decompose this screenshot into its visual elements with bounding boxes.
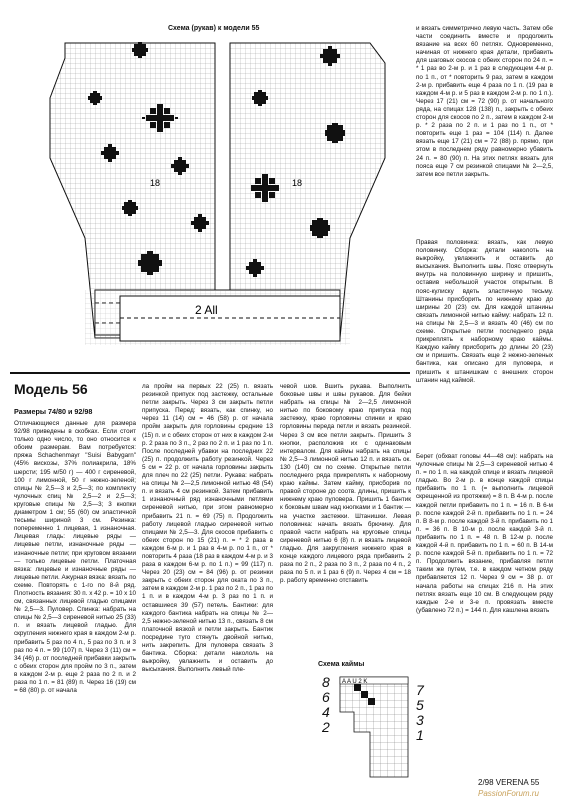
- text-column-1: Отличающиеся данные для размера 92/98 приведены в скобках. Если стоит только одно число, то оно относится к обоим размерам. Вам потребуется: пряжа Schachenmayr "Suisi Babygarn" (45% вискозы, 37% полиакрила, 18% шерсти; 195 м/50 г) — 400 г сиреневой, 100 г лимонной, 50 г нежно-зеленой; спицы № 2,5—3 и 2,5—3; по комплекту чулочных спиц № 2,5—2 и 2,5—3; круговые спицы № 2,5—3; 3 кнопки диаметром 1 см; 55 (60) см эластичной тесьмы шириной 3 см. Резинка: попеременно 1 лицевая, 1 изнаночная. Лицевая гладь: лицевые ряды — лицевые петли, изнаночные ряды — изнаночные петли; при круговом вязании — только лицевые петли. Платочная вязка: лицевые и изнаночные ряды — лицевые петли. Ажурная вязка: вязать по схеме. Повторять с 1-го по 8-й ряд. Плотность вязания: 30 п. x 42 р. = 10 x 10 см, связанных лицевой гладью спицами № 2,5—3. Пуловер. Спинка: набрать на спицы № 2,5—3 сиреневой нитью 25 (33) п. и вязать лицевой гладью. Для скругления нижнего края в каждом 2-м р. прибавить 5 раз по 4 п., 5 раз по 3 п. и 3 раз по 4 п. = 99 (107) п. Через 3 (11) см = 34 (46) р. от последней прибавки закрыть с обеих сторон для пройм по 3 п., затем в каждом 2-м р. еще 2 раза по 2 п. и 2 раза по 1 п. = 81 (89) п. Через 16 (19) см = 68 (80) р. от начала: [14, 420, 136, 695]
- sleeve-right-number: 18: [292, 178, 303, 188]
- model-heading: Модель 56: [14, 381, 88, 397]
- page-footer: 2/98 VERENA 55: [478, 778, 540, 787]
- text-column-3: чевой шов. Вшить рукава. Выполнить боковые швы и швы рукавов. Для бейки набрать на спицы № 2—2,5 лимонной нитью по боковому краю припуска под застежку, краю горловины спинки и краю горловины переда петли и вязать резинкой. Через 3 см все петли закрыть. Пришить 3 кнопки, расположив их с одинаковым интервалом. Для каймы набрать на спицы № 2,5—3 лимонной нитью 12 п. и вязать ок. 130 (140) см по схеме. Открытые петли последнего ряда прикреплять к наборному краю каймы. Затем кайму, присборив по правой стороне до соотв. длины, пришить к нижнему краю пуловера. Пришить 1 бантик к боковым швам над кнопками и 1 бантик — на участке застежки. Штанишки. Левая половинка: начать вязать брючину. Для правой части набрать на круговые спицы сиреневой нитью 6 (8) п. и вязать лицевой гладью. Для закругления нижнего края в конце каждого лицевого ряда прибавить 2 раза по 2 п., 2 раза по 3 п., 2 раза по 4 п., 2 раза по 5 п. и 1 раз 6 (9) п. Через 4 см = 18 р. работу временно отставить: [280, 383, 411, 585]
- watermark: PassionForum.ru: [478, 789, 539, 798]
- right-column-beret: Берет (обхват головы 44—48 см): набрать на чулочные спицы № 2,5—3 сиреневой нитью 4 п. = по 1 п. на каждой спице и вязать лицевой гладью. Во 2-м р. в конце каждой спицы прибавить по 1 п. (= выполнить лицевой скрещенной из протяжки) = 8 п. В 4-м р. после каждой петли прибавить по 1 п. = 16 п. В 6-м р. после каждой 2-й п. прибавить по 1 п. = 24 п. В 8-м р. после каждой 3-й п. прибавить по 1 п. = 36 п. В 10-м р. после каждой 3-й п. прибавить по 1 п. = 48 п. В 12-м р. после каждой 4-й п. прибавить по 1 п. = 60 п. В 14-м р. после каждой 5-й п. прибавить по 1 п. = 72 п. Продолжить вязание, прибавляя петли таким же путем, т.е. в каждом четном ряду прибавляется 12 п. Через 9 см = 38 р. от начала работы на спицах 216 п. На этих петлях вязать еще 10 см. В следующем ряду каждые 2-е и 3-е п. провязать вместе (убавлено 72 п.) = 144 п. Для кашлена вязать: [416, 453, 553, 614]
- border-chart-grid: [340, 677, 408, 777]
- border-chart-labels: A A U 2 K: [342, 679, 368, 685]
- sleeve-left-number: 18: [150, 178, 161, 188]
- border-chart-right-numbers: 7 5 3 1: [416, 682, 424, 743]
- border-chart-left-numbers: 8 6 4 2: [322, 674, 330, 735]
- right-column-right-half: Правая половинка: вязать, как левую половинку. Сборка: детали наколоть на выкройку, увлажнить и оставить до высыхания. Выполнить швы. Пояс отвернуть внутрь на половинную ширину и пришить, оставив небольшой участок открытым. В пояс-кулиску вдеть эластичную тесьму. Штанины присборить по нижнему краю до ширины 20 (23) см. Для каждой штанины связать лимонной нитью кайму: набрать 12 п. на спицы № 2,5—3 и вязать 40 (46) см по схеме. Открытые петли последнего ряда прикреплять к наборному краю каймы. Каждую кайму присборить до длины 20 (23) см и пришить. Связать еще 2 нежно-зеленых бантика, как описано для пуловера, и пришить к штанишкам с внешних сторон штанин над каймой.: [416, 239, 553, 384]
- text-column-2: ла пройм на первых 22 (25) п. вязать резинкой припуск под застежку, остальные петли закрыть. Через 3 см закрыть петли припуска. Перед: вязать, как спинку, но через 11 (14) см = 46 (58) р. от начала пройм закрыть для горловины средние 13 (15) п. и с обеих сторон от них в каждом 2-м р. 2 раза по 3 п., 2 раз по 2 п. и 1 раз по 1 п. После последней убавки на последних 22 (25) п. продолжить работу резинкой. Через 5 см = 22 р. от начала горловины закрыть для плеч по 22 (25) петли. Рукава: набрать на спицы № 2—2,5 лимонной нитью 48 (54) п. и вязать 4 см резинкой. Затем прибавить 1 изнаночный ряд изнаночными петлями сиреневой нитью, при этом равномерно прибавить 21 п. = 69 (75) п. Продолжить работу лицевой гладью сиреневой нитью спицами № 2,5—3. Для скосов прибавить с обеих сторон по 15 (21) п. = * 2 раза в каждом 6-м р. и 1 раз в 4-м р. по 1 п., от * повторить 4 раза (18 раз в каждом 4-м р. и 3 раза в каждом 6-м р. по 1 п.) = 99 (117) п. Через 20 (23) см = 84 (96) р. от резинки закрыть с обеих сторон для оката по 3 п., затем в каждом 2-м р. 1 раз по 2 п., 1 раз по 1 п. и в каждом 4-м р. 3 раз по 1 п. и оставшиеся 39 (57) петель. Бантики: для каждого бантика набрать на спицы № 2—2,5 нежно-зеленой нитью 13 п., связать 8 см платочной вязкой и петли закрыть. Бантик посредине туго стянуть двойной нитью, нить закрепить. Для пуловера связать 3 бантика. Сборка: детали накололь на выкройку, увлажнить и оставить до высыхания. Выполнить левый пле-: [142, 383, 273, 674]
- sleeve-chart-title: Схема (рукав) к модели 55: [168, 25, 260, 32]
- sleeve-chart: [30, 38, 400, 368]
- right-column-top: и вязать симметрично левую часть. Затем обе части соединить вместе и продолжить вязание на всех 60 петлях. Одновременно, начиная от нижнего края детали, прибавить для шаговых скосов с обеих сторон по 24 п. = * 1 раз во 2-м р. и 1 раз в следующем 4-м р. по 1 п., от * повторить 9 раз, затем в каждом 2-м р. прибавить еще 4 раза по 1 п. (19 раз в каждом 4-м р. и 5 раз в каждом 2-м р. по 1 п.). Через 17 (21) см = 72 (90) р. от начального ряда, на спицах 128 (138) п., закрыть с обеих сторон для скосов по 2 п., затем в каждом 2-м р. * 2 раза по 2 п. и 1 раз по 1 п., от * повторить еще 1 раз = 104 (114) п. Далее вязать еще 17 (21) см = 72 (88) р. прямо, при этом в последнем ряду равномерно убавить 24 п. = 80 (90) п. На этих петлях вязать для пояса еще 7 см резинкой спицами № 2—2,5, затем все петли закрыть.: [416, 25, 553, 178]
- section-divider: [10, 372, 410, 374]
- sleeve-band-label: 2 All: [195, 303, 218, 317]
- model-sizes: Размеры 74/80 и 92/98: [14, 407, 93, 416]
- border-chart-title: Схема каймы: [318, 661, 365, 668]
